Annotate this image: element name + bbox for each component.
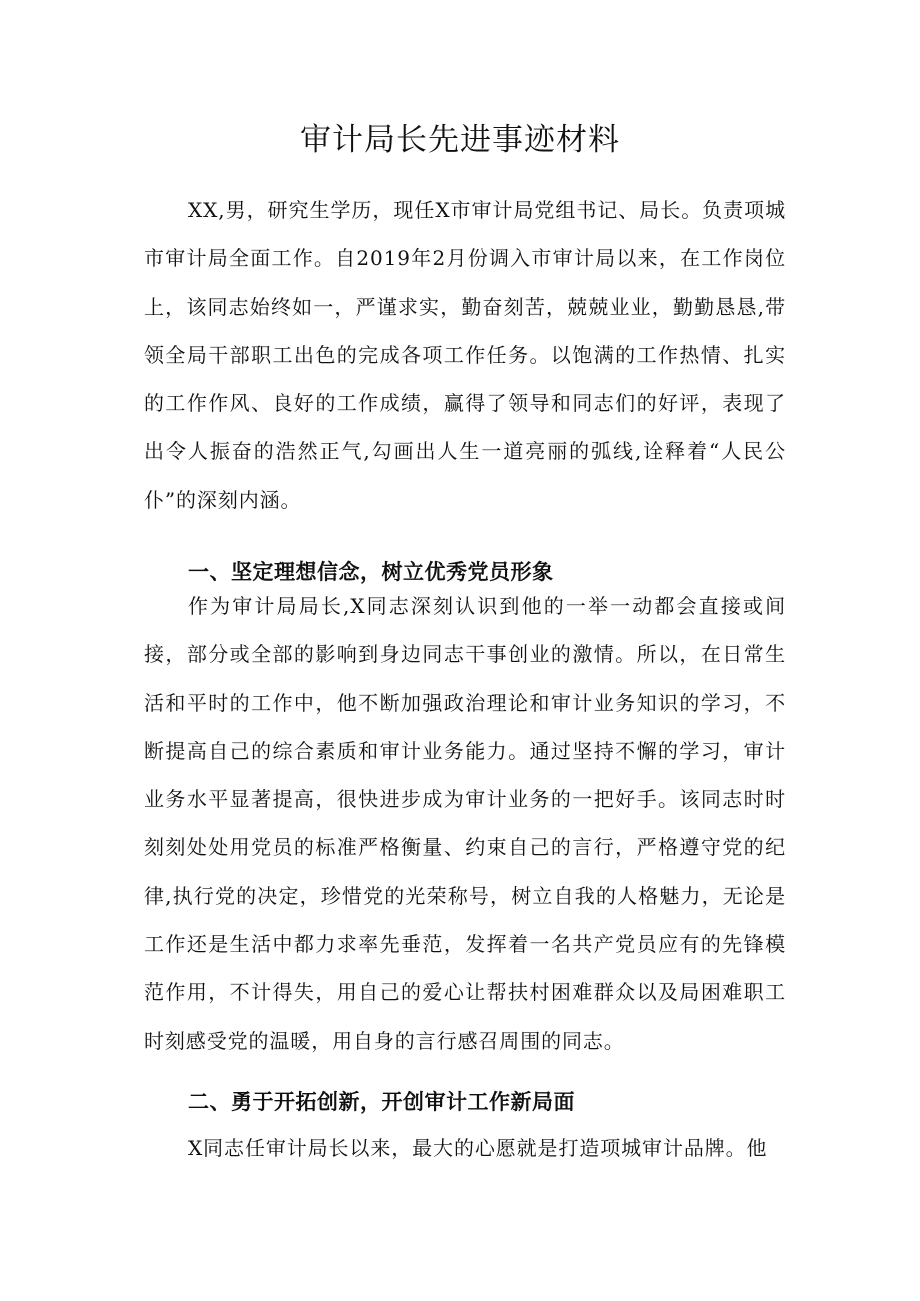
section-heading-2: 二、勇于开拓创新，开创审计工作新局面 [188, 1090, 575, 1114]
section-paragraph-2: X同志任审计局长以来，最大的心愿就是打造项城审计品牌。他 [188, 1136, 768, 1160]
section-heading-1: 一、坚定理想信念，树立优秀党员形象 [188, 560, 554, 584]
section-paragraph-1: 作为审计局局长,X同志深刻认识到他的一举一动都会直接或间接，部分或全部的影响到身边同志干事创业的激情。所以，在日常生活和平时的工作中，他不断加强政治理论和审计业务知识的学习，不断提高自己的综合素质和审计业务能力。通过坚持不懈的学习，审计业务水平显著提高，很快进步成为审计业务的一把好手。该同志时时刻刻处处用党员的标准严格衡量、约束自己的言行，严格遵守党的纪律,执行党的决定，珍惜党的光荣称号，树立自我的人格魅力，无论是工作还是生活中都力求率先垂范，发挥着一名共产党员应有的先锋模范作用，不计得失，用自己的爱心让帮扶村困难群众以及局困难职工时刻感受党的温暖，用自身的言行感召周围的同志。 [144, 594, 786, 1053]
document-title: 审计局长先进事迹材料 [300, 122, 620, 158]
intro-paragraph: XX,男，研究生学历，现任X市审计局党组书记、局长。负责项城市审计局全面工作。自2019年2月份调入市审计局以来，在工作岗位上，该同志始终如一，严谨求实，勤奋刻苦，兢兢业业，勤勤恳恳,带领全局干部职工出色的完成各项工作任务。以饱满的工作热情、扎实的工作作风、良好的工作成绩，赢得了领导和同志们的好评，表现了出令人振奋的浩然正气,勾画出人生一道亮丽的弧线,诠释着“人民公仆”的深刻内涵。 [144, 198, 786, 512]
